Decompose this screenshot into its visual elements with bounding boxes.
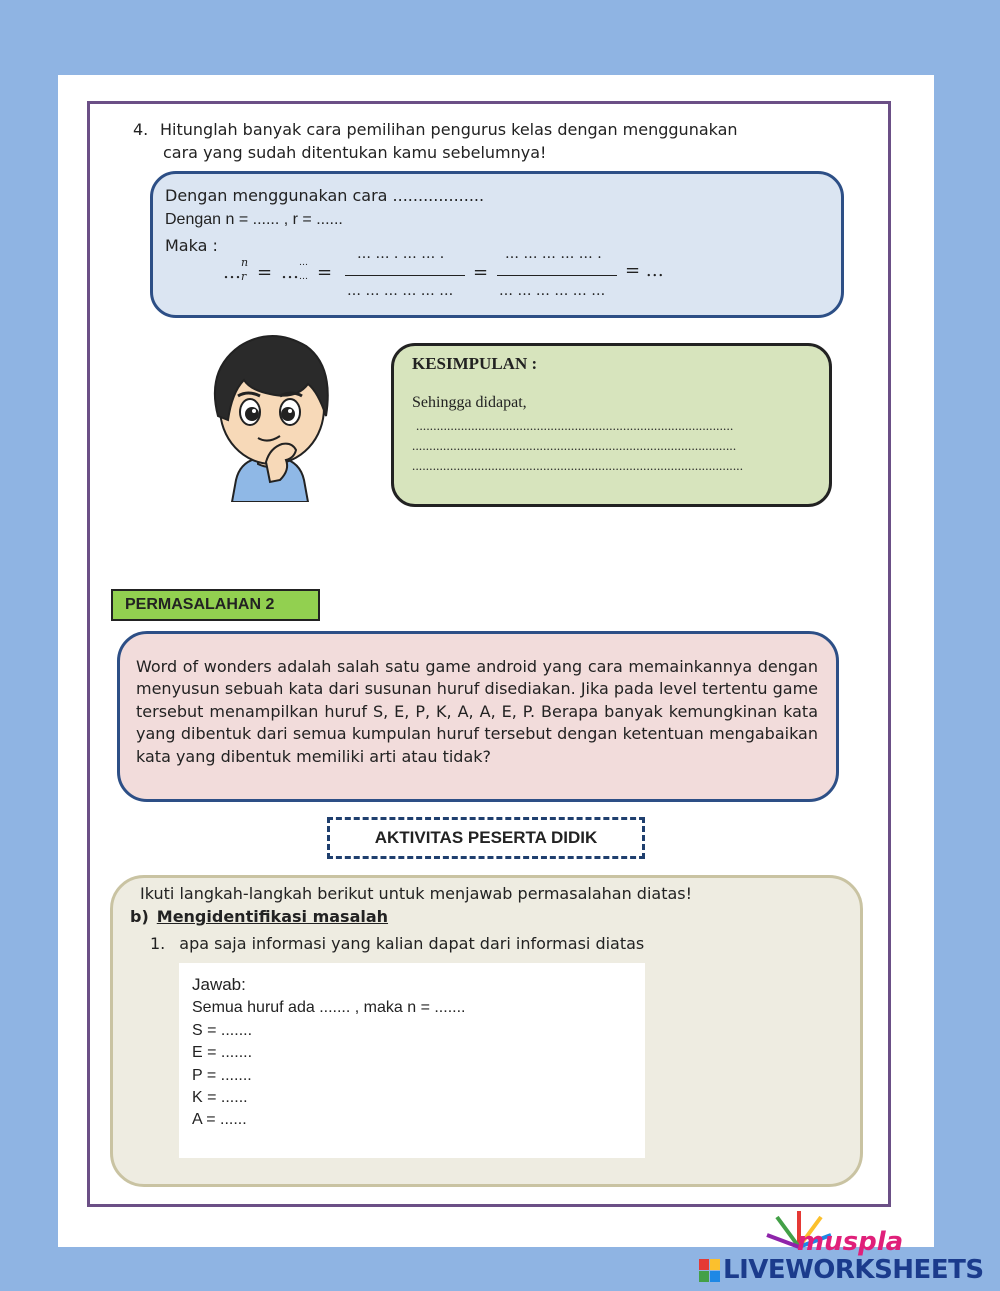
fraction-1-bar	[345, 275, 465, 276]
answer-row-e[interactable]: E = .......	[192, 1044, 253, 1061]
fraction-2-numerator: … … … … … .	[505, 246, 602, 262]
formula-eq-2: =	[317, 262, 333, 283]
activity-section-heading	[130, 907, 388, 926]
conclusion-text: Sehingga didapat,	[412, 394, 527, 411]
answer-box[interactable]	[179, 963, 645, 1158]
section-letter: b)	[130, 907, 149, 926]
method-box	[150, 171, 844, 318]
section-title: Mengidentifikasi masalah	[156, 907, 389, 926]
activity-item-1	[150, 934, 644, 953]
item-number: 1.	[150, 934, 166, 953]
question-line-2: cara yang sudah ditentukan kamu sebelumnya!	[163, 143, 547, 162]
fraction-2-denominator: … … … … … …	[499, 283, 606, 299]
fraction-1-numerator: … … . … … .	[357, 246, 445, 262]
question-4	[133, 118, 833, 164]
answer-heading: Jawab:	[192, 975, 246, 994]
conclusion-title: KESIMPULAN :	[412, 354, 538, 373]
method-line-2: Dengan n = ...... , r = ......	[165, 211, 343, 228]
formula-eq-3: =	[473, 262, 489, 283]
answer-row-k[interactable]: K = ......	[192, 1089, 248, 1106]
fraction-2-bar	[497, 275, 617, 276]
conclusion-blank-1[interactable]: ............................................................................................	[416, 418, 734, 433]
formula-sub-r: r	[241, 270, 247, 283]
formula-sup-n: n	[241, 256, 249, 269]
liveworksheets-logo	[697, 1207, 997, 1291]
conclusion-blank-2[interactable]: ..............................................................................................	[412, 438, 737, 453]
item-text: apa saja informasi yang kalian dapat dari informasi diatas	[179, 934, 645, 953]
problem-2-box	[117, 631, 839, 802]
activity-intro: Ikuti langkah-langkah berikut untuk menjawab permasalahan diatas!	[140, 884, 693, 903]
formula-mid-sub: …	[299, 272, 308, 282]
formula-mid: …	[281, 262, 299, 283]
thinking-boy-illustration	[200, 330, 340, 502]
formula-eq-1: =	[257, 262, 273, 283]
conclusion-box	[391, 343, 832, 507]
answer-row-p[interactable]: P = .......	[192, 1067, 252, 1084]
partner-logo-text: muspla	[797, 1227, 904, 1257]
problem-2-label: PERMASALAHAN 2	[111, 589, 320, 621]
live-badge-icon	[699, 1259, 721, 1283]
brand-text: LIVEWORKSHEETS	[723, 1255, 984, 1285]
formula-mid-sup: …	[299, 258, 308, 268]
formula-eq-4: = …	[625, 260, 664, 281]
method-line-1: Dengan menggunakan cara ..................	[165, 186, 485, 205]
activity-label: AKTIVITAS PESERTA DIDIK	[327, 817, 645, 859]
question-line-1: Hitunglah banyak cara pemilihan pengurus kelas dengan menggunakan	[160, 120, 738, 139]
answer-row-total[interactable]: Semua huruf ada ....... , maka n = .......	[192, 999, 466, 1016]
problem-2-text: Word of wonders adalah salah satu game android yang cara memainkannya dengan menyusun sebuah kata dari susunan huruf disediakan. Jika pada level tertentu game tersebut menampilkan huruf S, E, P, K, A, A, E, P. Berapa banyak kemungkinan kata yang dibentuk dari semua kumpulan huruf tersebut dengan ketentuan mengabaikan kata yang dibentuk memiliki arti atau tidak?	[136, 657, 818, 766]
formula	[223, 246, 743, 310]
question-number: 4.	[133, 120, 149, 139]
conclusion-blank-3[interactable]: ................................................................................................	[412, 458, 744, 473]
method-line-3: Maka :	[165, 236, 218, 255]
answer-row-a[interactable]: A = ......	[192, 1111, 247, 1128]
answer-row-s[interactable]: S = .......	[192, 1022, 253, 1039]
formula-lhs: …	[223, 262, 241, 283]
fraction-1-denominator: … … … … … …	[347, 283, 454, 299]
